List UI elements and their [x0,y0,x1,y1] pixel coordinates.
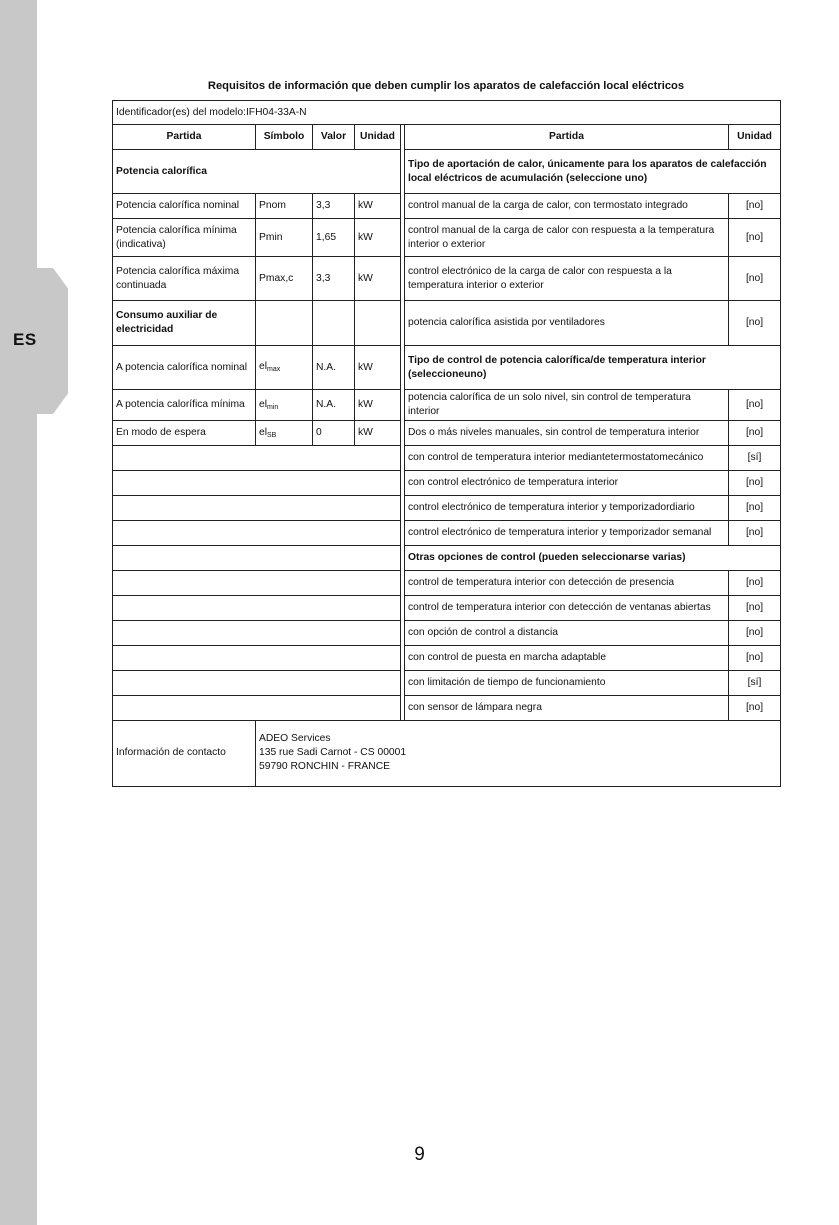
right-header-unidad: Unidad [729,125,781,150]
table-row [113,390,781,421]
item-symbol: Pmax,c [256,257,313,301]
heat-output-heading: Potencia calorífica [113,150,401,194]
table-row [113,545,781,570]
empty-cell [113,645,401,670]
option-value: [no] [729,495,781,520]
option-label: control electrónico de temperatura interior y temporizador semanal [405,520,729,545]
table-row [113,620,781,645]
item-symbol [256,346,313,390]
option-label: control manual de la carga de calor, con termostato integrado [405,194,729,219]
item-value: 3,3 [313,257,355,301]
option-label: con control de puesta en marcha adaptable [405,645,729,670]
table-row [113,670,781,695]
item-value: 3,3 [313,194,355,219]
symbol-subscript: min [267,403,279,411]
option-label: control de temperatura interior con detección de presencia [405,570,729,595]
language-code: ES [13,330,37,349]
other-options-heading: Otras opciones de control (pueden seleccionarse varias) [405,545,781,570]
item-value: 0 [313,420,355,445]
item-unit: kW [355,194,401,219]
contact-street: 135 rue Sadi Carnot - CS 00001 [259,747,407,759]
option-label: potencia calorífica asistida por ventiladores [405,301,729,346]
option-value: [no] [729,420,781,445]
option-value: [no] [729,301,781,346]
empty-cell [113,445,401,470]
option-label: control de temperatura interior con detección de ventanas abiertas [405,595,729,620]
table-row [113,301,781,346]
option-value: [sí] [729,670,781,695]
right-header-partida: Partida [405,125,729,150]
page-number: 9 [414,1144,425,1165]
table-row [113,257,781,301]
model-value: IFH04-33A-N [245,106,307,118]
left-header-valor: Valor [313,125,355,150]
symbol-subscript: max [267,366,281,374]
item-symbol [256,420,313,445]
item-label: A potencia calorífica nominal [113,346,256,390]
option-value: [no] [729,219,781,257]
table-row [113,346,781,390]
item-value: N.A. [313,390,355,421]
item-symbol: Pnom [256,194,313,219]
item-label: Potencia calorífica mínima (indicativa) [113,219,256,257]
left-header-partida: Partida [113,125,256,150]
left-header-unidad: Unidad [355,125,401,150]
item-value: 1,65 [313,219,355,257]
empty-cell [113,670,401,695]
ecodesign-info-table [112,100,781,787]
model-identifier [113,101,781,125]
empty-cell [113,545,401,570]
sidebar [0,0,37,1225]
table-row [113,645,781,670]
option-value: [no] [729,390,781,421]
item-symbol: Pmin [256,219,313,257]
empty-cell [113,470,401,495]
empty-cell [113,695,401,720]
symbol-main: el [259,361,268,373]
empty-cell [113,620,401,645]
item-unit: kW [355,390,401,421]
option-value: [no] [729,570,781,595]
empty-cell [313,301,355,346]
section-row [113,150,781,194]
option-label: con sensor de lámpara negra [405,695,729,720]
contact-city: 59790 RONCHIN - FRANCE [259,761,391,773]
contact-company: ADEO Services [259,733,331,745]
table-row [113,420,781,445]
table-row [113,595,781,620]
empty-cell [113,595,401,620]
option-value: [no] [729,194,781,219]
item-unit: kW [355,257,401,301]
option-value: [no] [729,645,781,670]
item-unit: kW [355,420,401,445]
table-row [113,695,781,720]
empty-cell [113,570,401,595]
option-value: [no] [729,520,781,545]
empty-cell [256,301,313,346]
table-row [113,470,781,495]
option-value: [no] [729,695,781,720]
table-row [113,194,781,219]
table-row [113,495,781,520]
option-label: con opción de control a distancia [405,620,729,645]
item-label: Potencia calorífica máxima continuada [113,257,256,301]
option-label: con control de temperatura interior mediantetermostatomecánico [405,445,729,470]
symbol-subscript: SB [267,431,277,439]
option-label: control electrónico de temperatura interior y temporizadordiario [405,495,729,520]
symbol-main: el [259,398,268,410]
model-row [113,101,781,125]
table-row [113,219,781,257]
option-value: [no] [729,595,781,620]
option-value: [sí] [729,445,781,470]
table-row [113,445,781,470]
option-label: Dos o más niveles manuales, sin control de temperatura interior [405,420,729,445]
item-unit: kW [355,219,401,257]
model-label: Identificador(es) del modelo: [116,106,246,118]
option-value: [no] [729,470,781,495]
heat-input-type-heading: Tipo de aportación de calor, únicamente para los aparatos de calefacción local eléctricos de acumulación (seleccione uno) [405,150,781,194]
contact-details [256,720,781,786]
document-title: Requisitos de información que deben cumplir los aparatos de calefacción local eléctricos [207,80,685,92]
option-label: control electrónico de la carga de calor con respuesta a la temperatura interior o exterior [405,257,729,301]
table-row [113,520,781,545]
item-value: N.A. [313,346,355,390]
option-label: con control electrónico de temperatura interior [405,470,729,495]
item-symbol [256,390,313,421]
item-label: En modo de espera [113,420,256,445]
header-row [113,125,781,150]
aux-consumption-heading: Consumo auxiliar de electricidad [113,301,256,346]
item-unit: kW [355,346,401,390]
empty-cell [113,520,401,545]
contact-row [113,720,781,786]
option-label: potencia calorífica de un solo nivel, sin control de temperatura interior [405,390,729,421]
symbol-main: el [259,426,268,438]
item-label: A potencia calorífica mínima [113,390,256,421]
empty-cell [355,301,401,346]
temp-control-heading: Tipo de control de potencia calorífica/de temperatura interior (seleccioneuno) [405,346,781,390]
table-row [113,570,781,595]
option-value: [no] [729,620,781,645]
option-value: [no] [729,257,781,301]
item-label: Potencia calorífica nominal [113,194,256,219]
empty-cell [113,495,401,520]
option-label: control manual de la carga de calor con respuesta a la temperatura interior o exterior [405,219,729,257]
left-header-simbolo: Símbolo [256,125,313,150]
contact-label: Información de contacto [113,720,256,786]
option-label: con limitación de tiempo de funcionamiento [405,670,729,695]
